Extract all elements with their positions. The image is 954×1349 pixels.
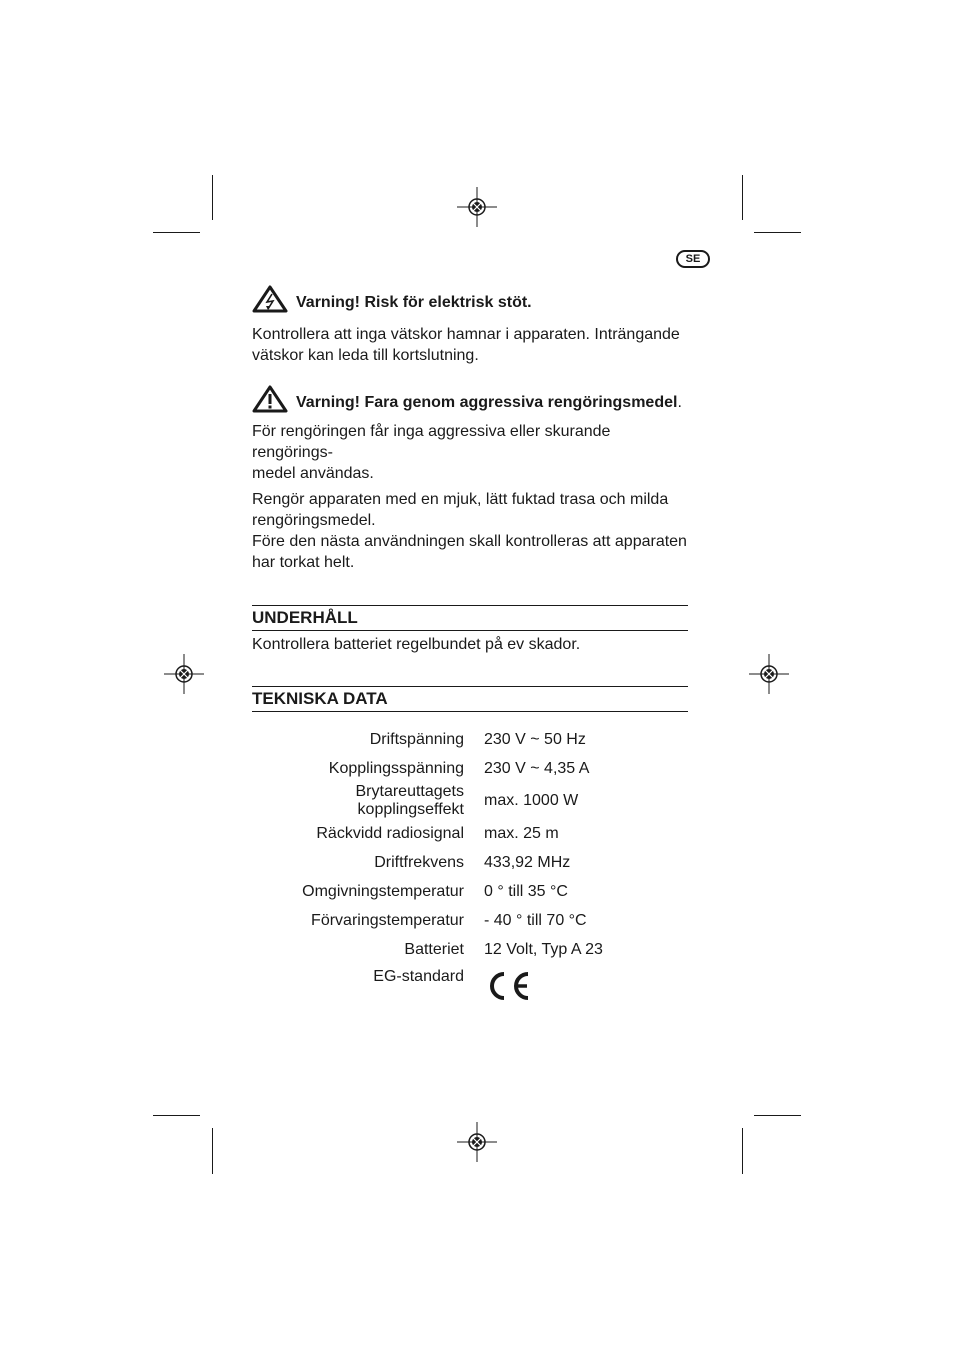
- spec-value: max. 25 m: [484, 824, 559, 842]
- ce-mark-icon: [484, 970, 532, 1002]
- warning-cleaning-title-text: Varning! Fara genom aggressiva rengöringsmedel: [296, 394, 678, 411]
- table-row: [250, 906, 603, 935]
- crop-mark-tl-v: [212, 175, 213, 220]
- table-row: [250, 819, 603, 848]
- warning-cleaning-title: [296, 393, 682, 413]
- table-row: [250, 848, 603, 877]
- warning-electric-shock-icon: [252, 285, 288, 313]
- spec-label: Driftspänning: [369, 730, 464, 748]
- warning-cleaning-title-dot: .: [677, 394, 682, 411]
- language-badge: SE: [676, 250, 710, 268]
- spec-label: Kopplingsspänning: [328, 759, 464, 777]
- tech-data-table: [250, 725, 603, 1002]
- table-row: [250, 935, 603, 964]
- table-row: [250, 725, 603, 754]
- registration-mark-top-icon: [457, 187, 497, 227]
- crop-mark-br-h: [754, 1115, 801, 1116]
- crop-mark-br-v: [742, 1128, 743, 1174]
- spec-value: 230 V ~ 50 Hz: [484, 730, 586, 748]
- warning-electric-title: Varning! Risk för elektrisk stöt.: [296, 294, 532, 311]
- maintenance-text: Kontrollera batteriet regelbundet på ev skador.: [252, 636, 581, 653]
- warning-cleaning-text-line: medel användas.: [252, 465, 374, 482]
- registration-mark-bottom-icon: [457, 1122, 497, 1162]
- page-content: [252, 285, 688, 1002]
- table-row: [250, 754, 603, 783]
- warning-cleaning-heading: [252, 385, 688, 413]
- spec-value: - 40 ° till 70 °C: [484, 911, 587, 929]
- spec-label: EG-standard: [373, 968, 464, 985]
- crop-mark-bl-h: [153, 1115, 200, 1116]
- warning-electric-heading: [252, 285, 688, 313]
- crop-mark-bl-v: [212, 1128, 213, 1174]
- maintenance-heading: UNDERHÅLL: [252, 605, 688, 631]
- spec-value-ce: [484, 964, 603, 1002]
- crop-mark-tl-h: [153, 232, 200, 233]
- spec-value: 433,92 MHz: [484, 853, 571, 871]
- drying-paragraph-line: har torkat helt.: [252, 554, 355, 571]
- table-row: [250, 964, 603, 1002]
- registration-mark-right-icon: [749, 654, 789, 694]
- warning-cleaning-text-line: För rengöringen får inga aggressiva eller skurande rengörings-: [252, 423, 611, 461]
- spec-value: 0 ° till 35 °C: [484, 882, 568, 900]
- cleaning-paragraph-line: Rengör apparaten med en mjuk, lätt fuktad trasa och milda: [252, 491, 669, 508]
- cleaning-paragraph-line: rengöringsmedel.: [252, 512, 376, 529]
- spec-label: Räckvidd radiosignal: [316, 824, 464, 842]
- spec-label: Driftfrekvens: [374, 853, 464, 871]
- table-row: [250, 877, 603, 906]
- registration-mark-left-icon: [164, 654, 204, 694]
- spec-label: Brytareuttagets kopplingseffekt: [355, 783, 464, 818]
- crop-mark-tr-h: [754, 232, 801, 233]
- table-row: [250, 783, 603, 819]
- warning-electric-text-line: vätskor kan leda till kortslutning.: [252, 347, 479, 364]
- spec-label: Förvaringstemperatur: [311, 911, 464, 929]
- warning-exclamation-icon: [252, 385, 288, 413]
- spec-value: max. 1000 W: [484, 792, 579, 809]
- crop-mark-tr-v: [742, 175, 743, 220]
- spec-label: Batteriet: [404, 940, 464, 958]
- warning-electric-text-line: Kontrollera att inga vätskor hamnar i apparaten. Inträngande: [252, 326, 680, 343]
- tech-data-heading: TEKNISKA DATA: [252, 686, 688, 712]
- drying-paragraph-line: Före den nästa användningen skall kontrolleras att apparaten: [252, 533, 687, 550]
- spec-label: Omgivningstemperatur: [302, 882, 464, 900]
- spec-value: 12 Volt, Typ A 23: [484, 940, 603, 958]
- spec-value: 230 V ~ 4,35 A: [484, 759, 590, 777]
